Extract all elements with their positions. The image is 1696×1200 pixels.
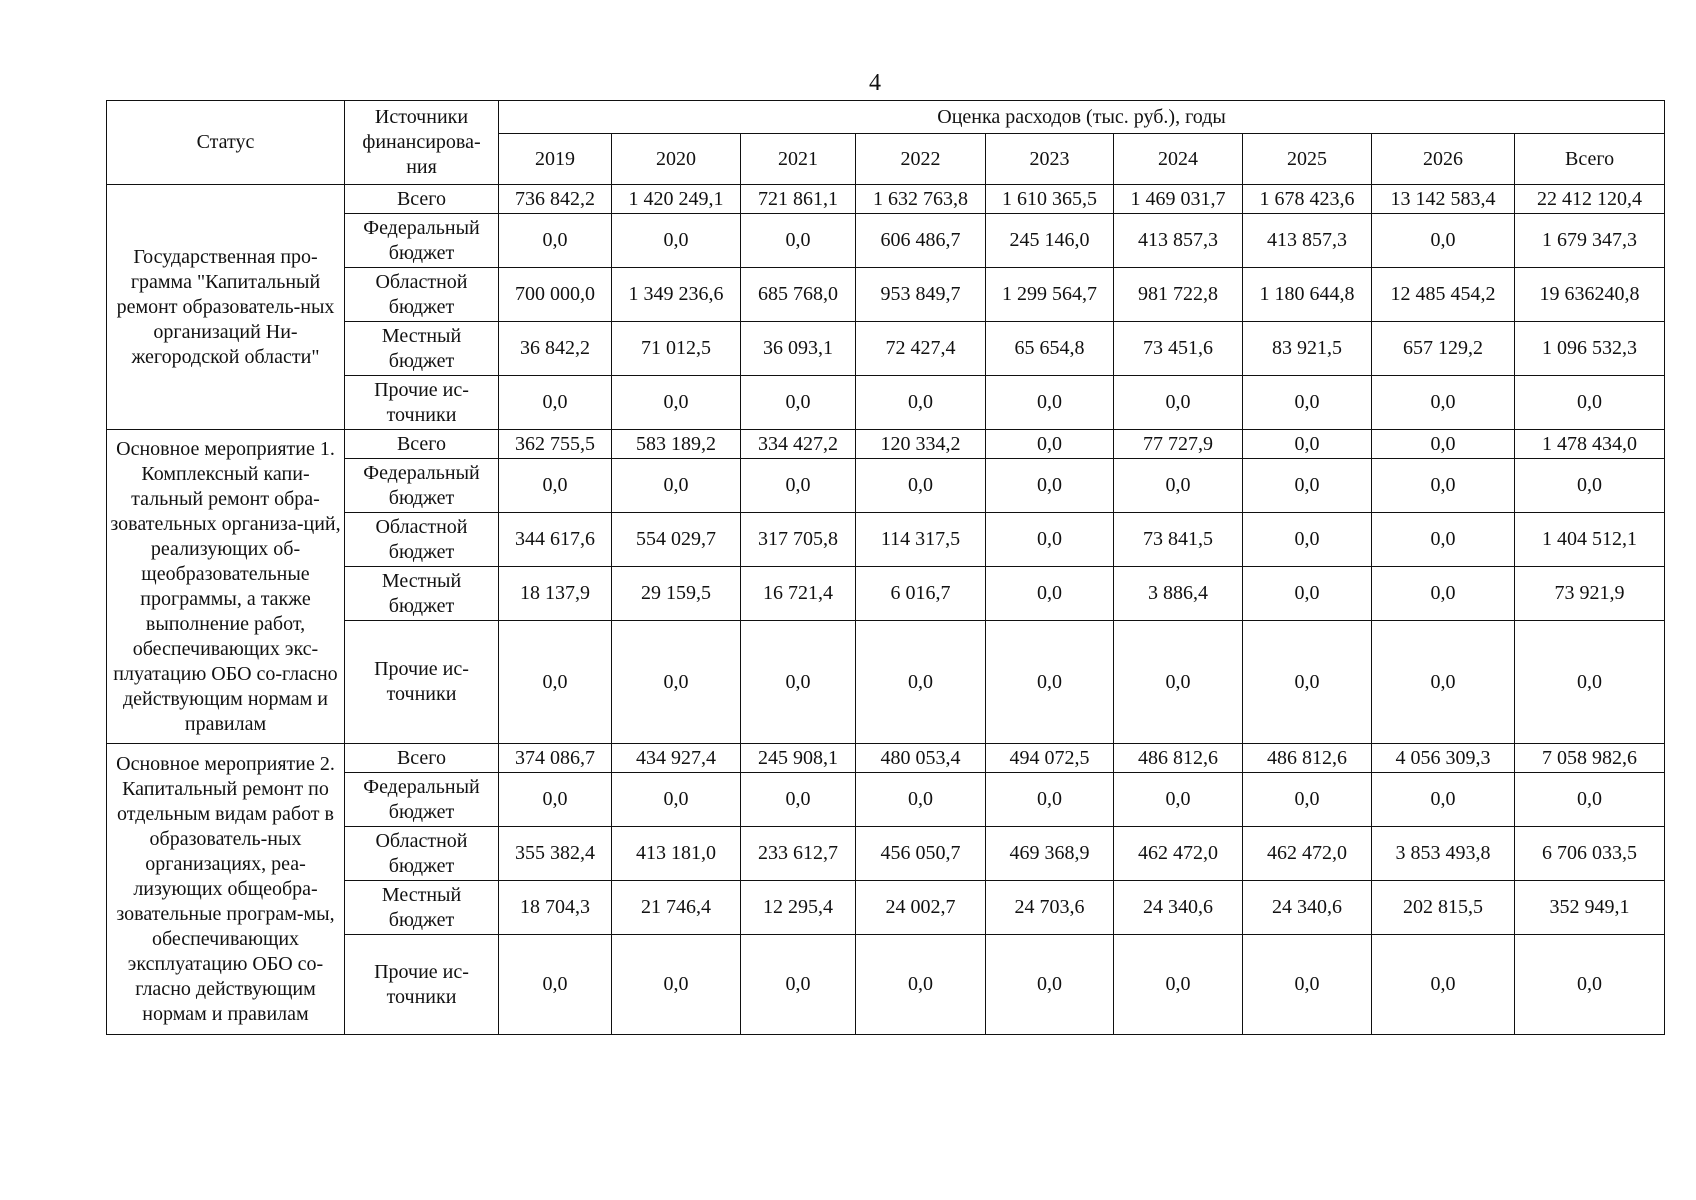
year-column-header: Всего: [1515, 134, 1665, 185]
value-cell: 352 949,1: [1515, 881, 1665, 935]
funding-source-cell: Областной бюджет: [345, 827, 499, 881]
value-cell: 0,0: [1243, 567, 1372, 621]
value-cell: 83 921,5: [1243, 322, 1372, 376]
value-cell: 24 703,6: [986, 881, 1114, 935]
value-cell: 0,0: [1515, 621, 1665, 744]
value-cell: 7 058 982,6: [1515, 744, 1665, 773]
value-cell: 65 654,8: [986, 322, 1114, 376]
value-cell: 0,0: [986, 621, 1114, 744]
status-header: Статус: [107, 101, 345, 185]
value-cell: 1 679 347,3: [1515, 214, 1665, 268]
value-cell: 344 617,6: [499, 513, 612, 567]
value-cell: 953 849,7: [856, 268, 986, 322]
value-cell: 0,0: [1243, 513, 1372, 567]
value-cell: 0,0: [1372, 935, 1515, 1035]
value-cell: 462 472,0: [1243, 827, 1372, 881]
value-cell: 657 129,2: [1372, 322, 1515, 376]
value-cell: 1 180 644,8: [1243, 268, 1372, 322]
value-cell: 4 056 309,3: [1372, 744, 1515, 773]
value-cell: 0,0: [1372, 214, 1515, 268]
funding-source-cell: Всего: [345, 430, 499, 459]
value-cell: 29 159,5: [612, 567, 741, 621]
year-column-header: 2019: [499, 134, 612, 185]
value-cell: 0,0: [741, 459, 856, 513]
table-header: [107, 101, 1665, 185]
value-cell: 3 853 493,8: [1372, 827, 1515, 881]
value-cell: 0,0: [1114, 459, 1243, 513]
value-cell: 0,0: [1243, 935, 1372, 1035]
value-cell: 413 857,3: [1243, 214, 1372, 268]
table-body: [107, 185, 1665, 1035]
value-cell: 1 096 532,3: [1515, 322, 1665, 376]
value-cell: 0,0: [856, 376, 986, 430]
table-row: [107, 430, 1665, 459]
value-cell: 0,0: [741, 214, 856, 268]
value-cell: 0,0: [986, 935, 1114, 1035]
value-cell: 0,0: [1515, 935, 1665, 1035]
value-cell: 606 486,7: [856, 214, 986, 268]
value-cell: 0,0: [1114, 621, 1243, 744]
value-cell: 0,0: [986, 567, 1114, 621]
value-cell: 114 317,5: [856, 513, 986, 567]
value-cell: 202 815,5: [1372, 881, 1515, 935]
value-cell: 36 842,2: [499, 322, 612, 376]
value-cell: 0,0: [856, 773, 986, 827]
funding-source-cell: Федеральный бюджет: [345, 773, 499, 827]
value-cell: 1 299 564,7: [986, 268, 1114, 322]
value-cell: 6 016,7: [856, 567, 986, 621]
value-cell: 0,0: [499, 773, 612, 827]
value-cell: 73 451,6: [1114, 322, 1243, 376]
value-cell: 486 812,6: [1243, 744, 1372, 773]
value-cell: 583 189,2: [612, 430, 741, 459]
value-cell: 0,0: [1114, 935, 1243, 1035]
value-cell: 73 921,9: [1515, 567, 1665, 621]
value-cell: 374 086,7: [499, 744, 612, 773]
value-cell: 0,0: [1372, 567, 1515, 621]
value-cell: 685 768,0: [741, 268, 856, 322]
year-column-header: 2023: [986, 134, 1114, 185]
value-cell: 0,0: [612, 935, 741, 1035]
value-cell: 700 000,0: [499, 268, 612, 322]
value-cell: 24 340,6: [1243, 881, 1372, 935]
table-row: [107, 185, 1665, 214]
value-cell: 12 485 454,2: [1372, 268, 1515, 322]
value-cell: 0,0: [741, 621, 856, 744]
funding-source-cell: Областной бюджет: [345, 268, 499, 322]
value-cell: 1 678 423,6: [1243, 185, 1372, 214]
funding-source-cell: Прочие ис-точники: [345, 935, 499, 1035]
value-cell: 0,0: [1372, 513, 1515, 567]
estimate-header: Оценка расходов (тыс. руб.), годы: [499, 101, 1665, 134]
value-cell: 480 053,4: [856, 744, 986, 773]
status-cell: Основное мероприятие 2. Капитальный ремонт по отдельным видам работ в образователь-ных организациях, реа-лизующих общеобра-зовательные програм-мы, обеспечивающих эксплуатацию ОБО со-гласно действующим нормам и правилам: [107, 744, 345, 1035]
year-column-header: 2025: [1243, 134, 1372, 185]
funding-source-cell: Областной бюджет: [345, 513, 499, 567]
value-cell: 22 412 120,4: [1515, 185, 1665, 214]
value-cell: 1 420 249,1: [612, 185, 741, 214]
value-cell: 0,0: [1243, 376, 1372, 430]
funding-table: [106, 100, 1665, 1035]
value-cell: 1 349 236,6: [612, 268, 741, 322]
value-cell: 3 886,4: [1114, 567, 1243, 621]
value-cell: 24 002,7: [856, 881, 986, 935]
value-cell: 0,0: [1515, 459, 1665, 513]
value-cell: 494 072,5: [986, 744, 1114, 773]
value-cell: 120 334,2: [856, 430, 986, 459]
value-cell: 0,0: [499, 621, 612, 744]
value-cell: 0,0: [986, 773, 1114, 827]
table-row: [107, 744, 1665, 773]
value-cell: 0,0: [856, 935, 986, 1035]
value-cell: 0,0: [986, 430, 1114, 459]
value-cell: 456 050,7: [856, 827, 986, 881]
value-cell: 0,0: [986, 459, 1114, 513]
value-cell: 24 340,6: [1114, 881, 1243, 935]
value-cell: 0,0: [499, 376, 612, 430]
value-cell: 0,0: [741, 935, 856, 1035]
value-cell: 434 927,4: [612, 744, 741, 773]
value-cell: 1 478 434,0: [1515, 430, 1665, 459]
value-cell: 413 181,0: [612, 827, 741, 881]
value-cell: 0,0: [986, 513, 1114, 567]
value-cell: 1 610 365,5: [986, 185, 1114, 214]
funding-source-cell: Прочие ис-точники: [345, 621, 499, 744]
funding-source-cell: Местный бюджет: [345, 881, 499, 935]
year-column-header: 2021: [741, 134, 856, 185]
value-cell: 0,0: [1114, 773, 1243, 827]
value-cell: 12 295,4: [741, 881, 856, 935]
value-cell: 18 704,3: [499, 881, 612, 935]
value-cell: 1 469 031,7: [1114, 185, 1243, 214]
year-column-header: 2022: [856, 134, 986, 185]
funding-source-cell: Федеральный бюджет: [345, 214, 499, 268]
value-cell: 245 908,1: [741, 744, 856, 773]
funding-source-cell: Местный бюджет: [345, 567, 499, 621]
value-cell: 0,0: [612, 773, 741, 827]
value-cell: 18 137,9: [499, 567, 612, 621]
funding-source-cell: Всего: [345, 744, 499, 773]
value-cell: 0,0: [1243, 621, 1372, 744]
value-cell: 0,0: [499, 459, 612, 513]
value-cell: 721 861,1: [741, 185, 856, 214]
status-cell: Основное мероприятие 1. Комплексный капи-тальный ремонт обра-зовательных организа-ций, реализующих об-щеобразовательные программы, а также выполнение работ, обеспечивающих экс-плуатацию ОБО со-гласно действующим нормам и правилам: [107, 430, 345, 744]
value-cell: 73 841,5: [1114, 513, 1243, 567]
value-cell: 0,0: [1243, 773, 1372, 827]
value-cell: 362 755,5: [499, 430, 612, 459]
value-cell: 334 427,2: [741, 430, 856, 459]
value-cell: 6 706 033,5: [1515, 827, 1665, 881]
value-cell: 19 636240,8: [1515, 268, 1665, 322]
funding-source-cell: Местный бюджет: [345, 322, 499, 376]
value-cell: 0,0: [1372, 376, 1515, 430]
value-cell: 0,0: [1515, 376, 1665, 430]
value-cell: 245 146,0: [986, 214, 1114, 268]
value-cell: 317 705,8: [741, 513, 856, 567]
value-cell: 0,0: [612, 214, 741, 268]
funding-source-cell: Всего: [345, 185, 499, 214]
value-cell: 1 404 512,1: [1515, 513, 1665, 567]
value-cell: 13 142 583,4: [1372, 185, 1515, 214]
year-column-header: 2026: [1372, 134, 1515, 185]
value-cell: 0,0: [1515, 773, 1665, 827]
value-cell: 0,0: [1114, 376, 1243, 430]
status-cell: Государственная про-грамма "Капитальный ремонт образователь-ных организаций Ни-жегородской области": [107, 185, 345, 430]
value-cell: 0,0: [856, 621, 986, 744]
value-cell: 16 721,4: [741, 567, 856, 621]
value-cell: 0,0: [612, 376, 741, 430]
value-cell: 0,0: [1372, 621, 1515, 744]
page-number: 4: [869, 70, 881, 96]
value-cell: 77 727,9: [1114, 430, 1243, 459]
value-cell: 0,0: [499, 214, 612, 268]
value-cell: 0,0: [612, 459, 741, 513]
value-cell: 0,0: [986, 376, 1114, 430]
value-cell: 0,0: [1372, 459, 1515, 513]
value-cell: 0,0: [499, 935, 612, 1035]
value-cell: 1 632 763,8: [856, 185, 986, 214]
value-cell: 554 029,7: [612, 513, 741, 567]
value-cell: 0,0: [856, 459, 986, 513]
value-cell: 71 012,5: [612, 322, 741, 376]
source-header: Источники финансирова-ния: [345, 101, 499, 185]
value-cell: 0,0: [1243, 430, 1372, 459]
year-column-header: 2024: [1114, 134, 1243, 185]
value-cell: 0,0: [741, 773, 856, 827]
value-cell: 469 368,9: [986, 827, 1114, 881]
value-cell: 981 722,8: [1114, 268, 1243, 322]
value-cell: 36 093,1: [741, 322, 856, 376]
value-cell: 0,0: [1243, 459, 1372, 513]
value-cell: 736 842,2: [499, 185, 612, 214]
value-cell: 462 472,0: [1114, 827, 1243, 881]
value-cell: 486 812,6: [1114, 744, 1243, 773]
value-cell: 413 857,3: [1114, 214, 1243, 268]
value-cell: 0,0: [741, 376, 856, 430]
value-cell: 72 427,4: [856, 322, 986, 376]
value-cell: 355 382,4: [499, 827, 612, 881]
value-cell: 21 746,4: [612, 881, 741, 935]
value-cell: 0,0: [1372, 430, 1515, 459]
funding-source-cell: Прочие ис-точники: [345, 376, 499, 430]
value-cell: 0,0: [1372, 773, 1515, 827]
year-column-header: 2020: [612, 134, 741, 185]
value-cell: 0,0: [612, 621, 741, 744]
funding-source-cell: Федеральный бюджет: [345, 459, 499, 513]
value-cell: 233 612,7: [741, 827, 856, 881]
